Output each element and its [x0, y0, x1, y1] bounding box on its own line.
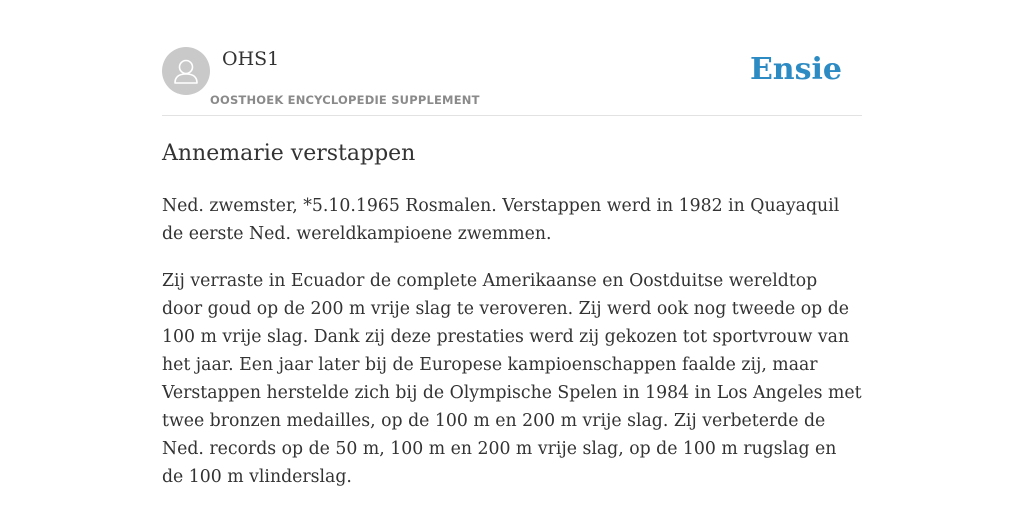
user-silhouette-icon	[162, 47, 210, 95]
article-body	[162, 192, 862, 510]
ensie-logo[interactable]: Ensie	[749, 52, 842, 87]
article-paragraph: Ned. zwemster, *5.10.1965 Rosmalen. Verstappen werd in 1982 in Quayaquil de eerste Ned. wereldkampioene zwemmen.	[162, 196, 840, 244]
article-paragraph: Zij verraste in Ecuador de complete Amerikaanse en Oostduitse wereldtop door goud op de 200 m vrije slag te veroveren. Zij werd ook nog tweede op de 100 m vrije slag. Dank zij deze prestaties werd zij gekozen tot sportvrouw van het jaar. Een jaar later bij de Europese kampioenschappen faalde zij, maar Verstappen herstelde zich bij de Olympische Spelen in 1984 in Los Angeles met twee bronzen medailles, op de 100 m en 200 m vrije slag. Zij verbeterde de Ned. records op de 50 m, 100 m en 200 m vrije slag, op de 100 m rugslag en de 100 m vlinderslag.	[162, 271, 862, 487]
article-title: Annemarie verstappen	[162, 141, 416, 166]
author-name[interactable]: OHS1	[222, 48, 280, 70]
source-label[interactable]: OOSTHOEK ENCYCLOPEDIE SUPPLEMENT	[210, 93, 480, 107]
entry-header	[162, 46, 862, 116]
avatar[interactable]	[162, 47, 210, 95]
